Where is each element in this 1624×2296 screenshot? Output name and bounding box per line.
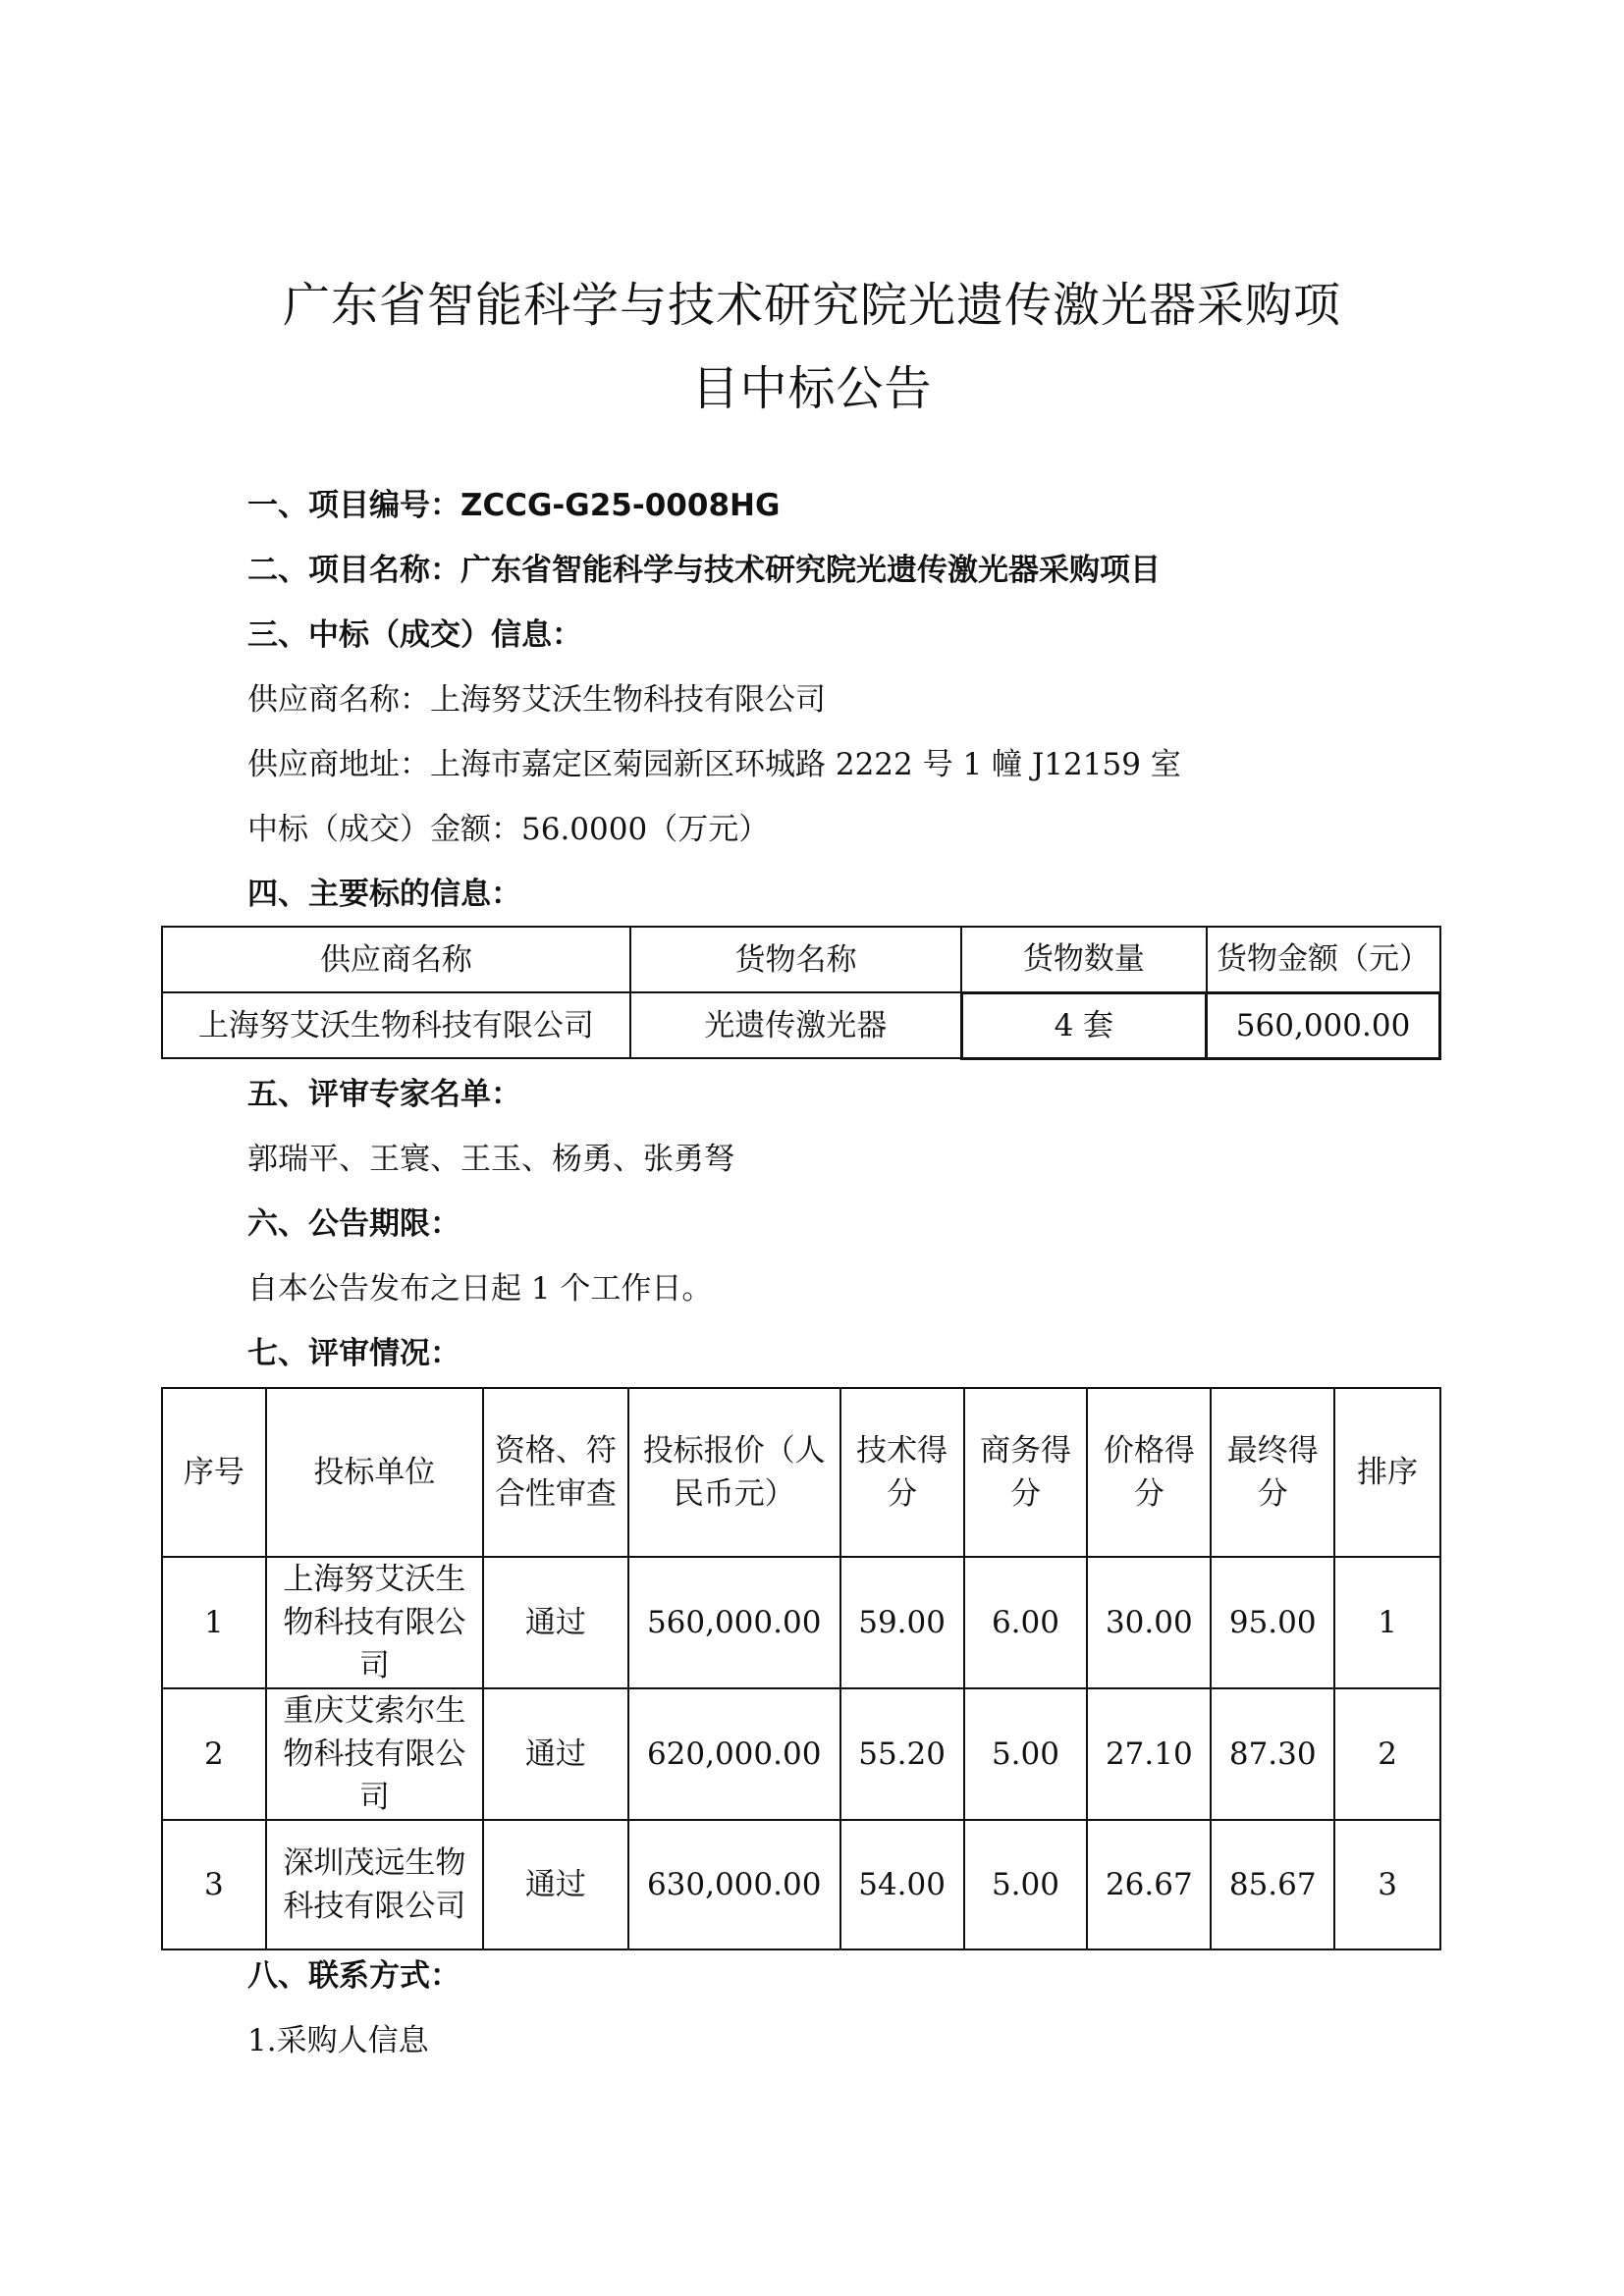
review-cell: 深圳茂远生物科技有限公司 xyxy=(266,1820,483,1949)
goods-cell: 上海努艾沃生物科技有限公司 xyxy=(162,992,630,1058)
experts-heading: 五、评审专家名单： xyxy=(247,1077,521,1112)
review-table xyxy=(161,1387,1441,1950)
review-cell: 30.00 xyxy=(1087,1557,1211,1688)
review-header-cell: 排序 xyxy=(1334,1388,1440,1557)
goods-table xyxy=(161,926,1441,1060)
review-header-cell: 商务得分 xyxy=(964,1388,1088,1557)
review-heading: 七、评审情况： xyxy=(247,1336,460,1371)
review-cell: 85.67 xyxy=(1211,1820,1334,1949)
review-cell: 26.67 xyxy=(1087,1820,1211,1949)
review-header-row xyxy=(162,1388,1440,1557)
goods-header-cell: 供应商名称 xyxy=(162,927,630,992)
main-subject-heading: 四、主要标的信息： xyxy=(247,877,521,912)
review-cell: 3 xyxy=(1334,1820,1440,1949)
purchaser-info: 1.采购人信息 xyxy=(247,2023,429,2058)
goods-row xyxy=(162,992,1440,1058)
review-row xyxy=(162,1557,1440,1688)
contact-heading: 八、联系方式： xyxy=(247,1958,460,1994)
project-number: 一、项目编号：ZCCG-G25-0008HG xyxy=(247,488,781,523)
page-title-line-1: 广东省智能科学与技术研究院光遗传激光器采购项 xyxy=(282,278,1341,333)
review-cell: 1 xyxy=(1334,1557,1440,1688)
goods-cell: 4 套 xyxy=(961,992,1206,1058)
project-name: 二、项目名称：广东省智能科学与技术研究院光遗传激光器采购项目 xyxy=(247,553,1161,588)
review-cell: 5.00 xyxy=(964,1820,1088,1949)
review-cell: 55.20 xyxy=(840,1688,964,1820)
review-cell: 通过 xyxy=(483,1820,628,1949)
review-cell: 重庆艾索尔生物科技有限公司 xyxy=(266,1688,483,1820)
review-cell: 通过 xyxy=(483,1688,628,1820)
review-cell: 通过 xyxy=(483,1557,628,1688)
review-cell: 27.10 xyxy=(1087,1688,1211,1820)
review-cell: 630,000.00 xyxy=(628,1820,840,1949)
review-cell: 5.00 xyxy=(964,1688,1088,1820)
review-cell: 6.00 xyxy=(964,1557,1088,1688)
review-cell: 54.00 xyxy=(840,1820,964,1949)
notice-period-heading: 六、公告期限： xyxy=(247,1206,460,1242)
review-cell: 59.00 xyxy=(840,1557,964,1688)
goods-cell: 560,000.00 xyxy=(1207,992,1440,1058)
experts-list: 郭瑞平、王寰、王玉、杨勇、张勇弩 xyxy=(247,1142,734,1177)
review-header-cell: 投标单位 xyxy=(266,1388,483,1557)
review-header-cell: 投标报价（人民币元） xyxy=(628,1388,840,1557)
review-cell: 上海努艾沃生物科技有限公司 xyxy=(266,1557,483,1688)
review-cell: 2 xyxy=(162,1688,266,1820)
review-cell: 3 xyxy=(162,1820,266,1949)
review-header-cell: 价格得分 xyxy=(1087,1388,1211,1557)
bid-amount: 中标（成交）金额：56.0000（万元） xyxy=(247,812,770,847)
review-row xyxy=(162,1820,1440,1949)
review-header-cell: 序号 xyxy=(162,1388,266,1557)
review-cell: 95.00 xyxy=(1211,1557,1334,1688)
notice-period: 自本公告发布之日起 1 个工作日。 xyxy=(247,1271,713,1307)
goods-header-cell: 货物名称 xyxy=(630,927,961,992)
review-cell: 87.30 xyxy=(1211,1688,1334,1820)
review-header-cell: 最终得分 xyxy=(1211,1388,1334,1557)
review-cell: 620,000.00 xyxy=(628,1688,840,1820)
review-cell: 560,000.00 xyxy=(628,1557,840,1688)
winner-info-heading: 三、中标（成交）信息： xyxy=(247,617,582,653)
goods-header-row xyxy=(162,927,1440,992)
goods-header-cell: 货物金额（元） xyxy=(1207,927,1440,992)
review-header-cell: 资格、符合性审查 xyxy=(483,1388,628,1557)
review-cell: 2 xyxy=(1334,1688,1440,1820)
review-header-cell: 技术得分 xyxy=(840,1388,964,1557)
supplier-address: 供应商地址：上海市嘉定区菊园新区环城路 2222 号 1 幢 J12159 室 xyxy=(247,747,1181,782)
goods-header-cell: 货物数量 xyxy=(961,927,1206,992)
goods-cell: 光遗传激光器 xyxy=(630,992,961,1058)
review-cell: 1 xyxy=(162,1557,266,1688)
review-row xyxy=(162,1688,1440,1820)
page-title-line-2: 目中标公告 xyxy=(691,361,933,416)
supplier-name: 供应商名称：上海努艾沃生物科技有限公司 xyxy=(247,682,826,718)
